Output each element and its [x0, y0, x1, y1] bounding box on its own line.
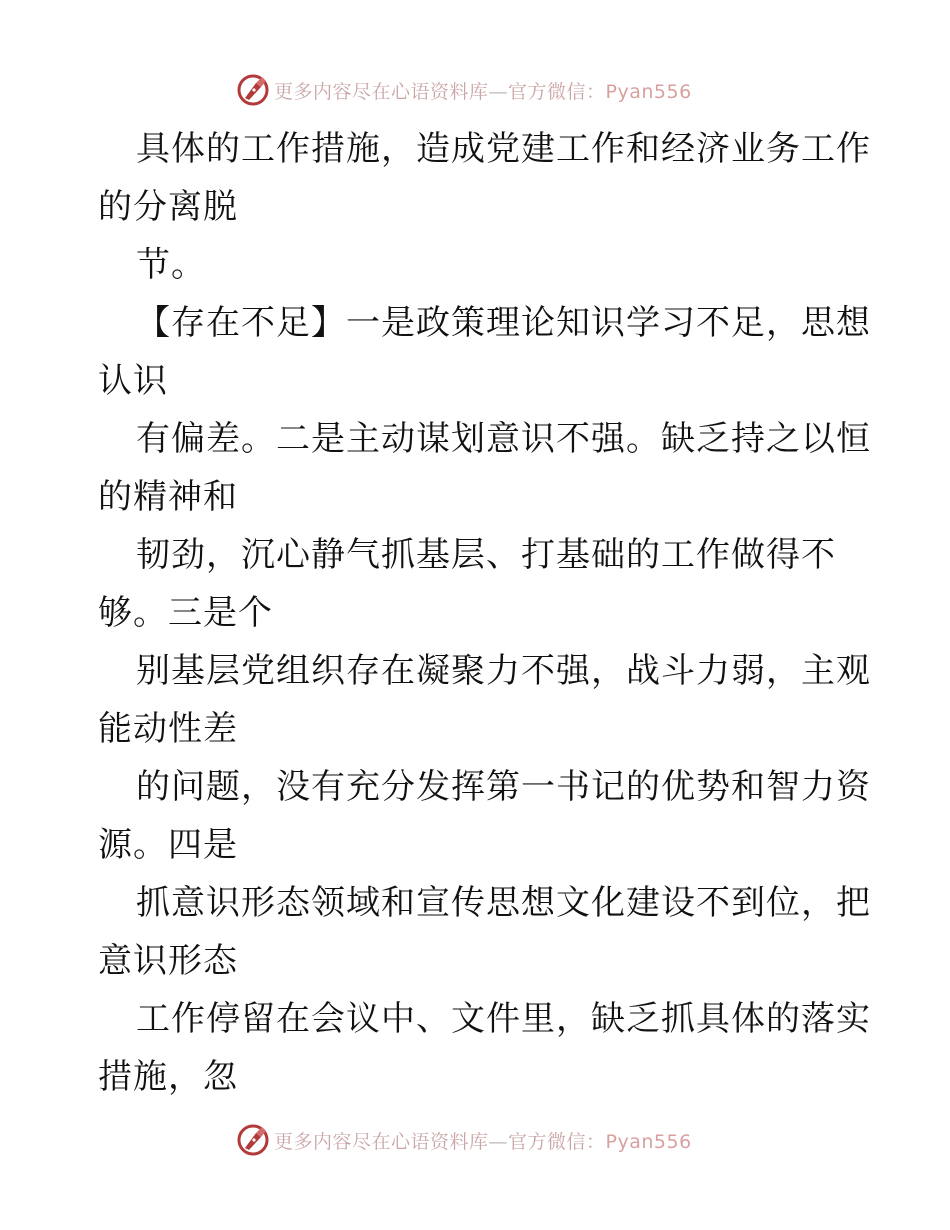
watermark-text — [274, 77, 692, 104]
body-line: 认识 — [98, 361, 168, 401]
body-line: 措施，忽 — [98, 1057, 238, 1097]
watermark-dash: — — [488, 1130, 509, 1153]
document-body — [98, 120, 871, 1106]
watermark-label: 官方微信： — [508, 1130, 606, 1153]
body-line: 源。四是 — [98, 825, 238, 865]
pen-nib-logo-icon — [236, 73, 270, 107]
body-line: 节。 — [136, 245, 206, 285]
header-watermark — [236, 72, 692, 108]
watermark-dash: — — [488, 80, 509, 103]
body-line: 抓意识形态领域和宣传思想文化建设不到位，把 — [136, 883, 871, 923]
watermark-wechat-id: Pyan556 — [605, 1130, 692, 1153]
body-line: 意识形态 — [98, 941, 238, 981]
body-line: 工作停留在会议中、文件里，缺乏抓具体的落实 — [136, 999, 871, 1039]
body-line: 具体的工作措施，造成党建工作和经济业务工作 — [136, 129, 871, 169]
watermark-text — [274, 1127, 692, 1154]
watermark-title: 更多内容尽在心语资料库 — [274, 80, 489, 103]
footer-watermark — [236, 1122, 692, 1158]
body-line: 能动性差 — [98, 709, 238, 749]
body-line: 够。三是个 — [98, 593, 273, 633]
body-line: 的精神和 — [98, 477, 238, 517]
body-line: 韧劲，沉心静气抓基层、打基础的工作做得不 — [136, 535, 836, 575]
watermark-wechat-id: Pyan556 — [605, 80, 692, 103]
watermark-label: 官方微信： — [508, 80, 606, 103]
watermark-title: 更多内容尽在心语资料库 — [274, 1130, 489, 1153]
body-line: 别基层党组织存在凝聚力不强，战斗力弱，主观 — [136, 651, 871, 691]
body-line: 有偏差。二是主动谋划意识不强。缺乏持之以恒 — [136, 419, 871, 459]
body-line: 的分离脱 — [98, 187, 238, 227]
body-line: 【存在不足】一是政策理论知识学习不足，思想 — [136, 303, 871, 343]
pen-nib-logo-icon — [236, 1123, 270, 1157]
body-line: 的问题，没有充分发挥第一书记的优势和智力资 — [136, 767, 871, 807]
